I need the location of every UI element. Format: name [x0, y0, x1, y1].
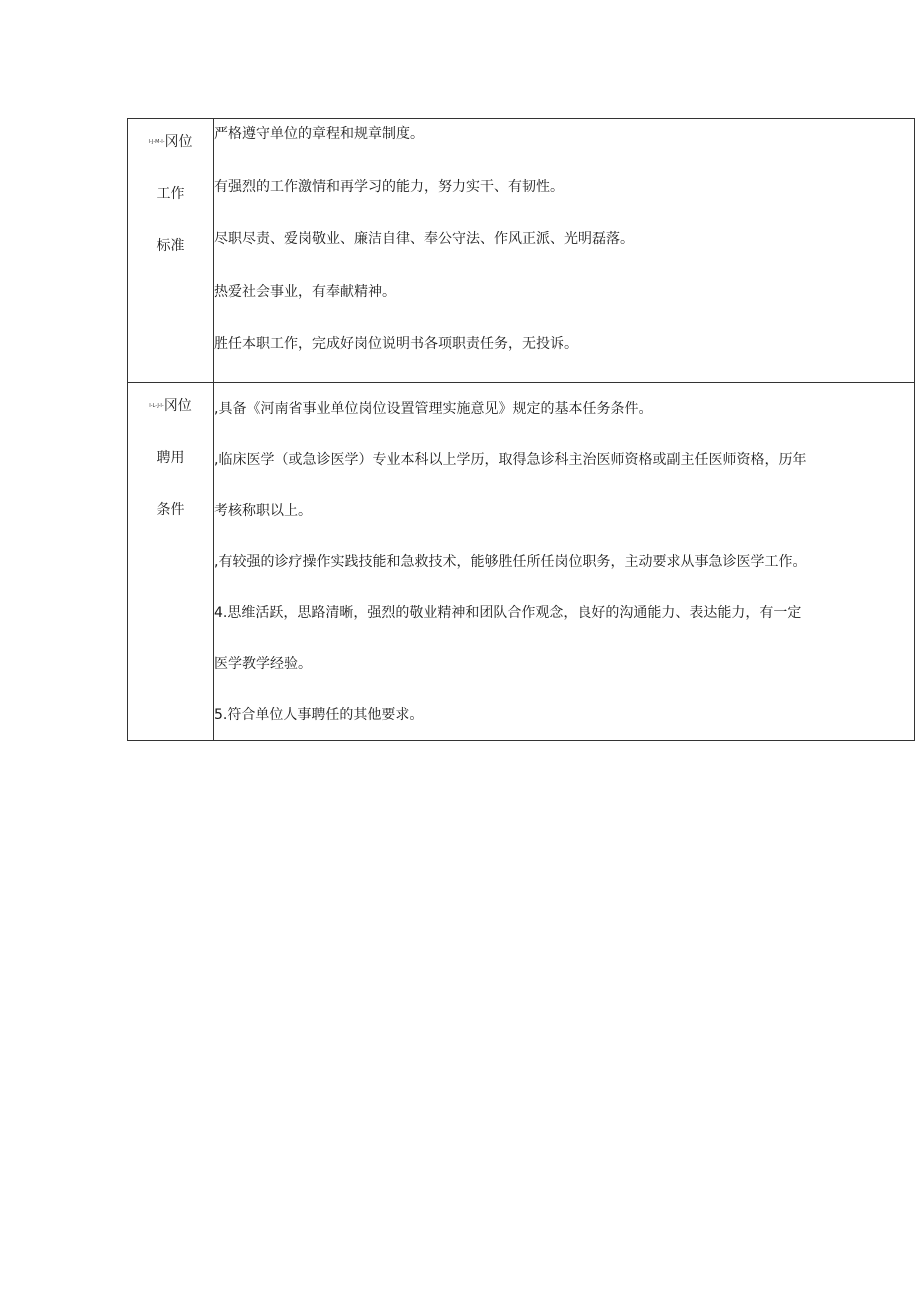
label-text: 冈位	[163, 397, 192, 414]
row-label-line	[128, 119, 213, 171]
content-line: 热爱社会事业，有奉献精神。	[214, 283, 396, 300]
row-label-line	[128, 383, 213, 435]
label-prefix: I-J-M-I-	[148, 139, 165, 145]
content-line: ,临床医学（或急诊医学）专业本科以上学历，取得急诊科主治医师资格或副主任医师资格，历年	[214, 451, 807, 468]
table-row	[128, 119, 915, 383]
row-label-cell	[128, 382, 214, 740]
content-line: ,有较强的诊疗操作实践技能和急救技术，能够胜任所任岗位职务，主动要求从事急诊医学工作。	[214, 553, 807, 570]
row-label-line: 工作	[156, 186, 185, 202]
content-line: 有强烈的工作激情和再学习的能力，努力实干、有韧性。	[214, 178, 564, 195]
row-label-line: 条件	[156, 501, 185, 518]
content-line: 胜任本职工作，完成好岗位说明书各项职责任务，无投诉。	[214, 336, 578, 352]
content-line: 5.符合单位人事聘任的其他要求。	[214, 706, 424, 723]
content-line: 医学教学经验。	[214, 655, 312, 672]
table-row	[128, 382, 915, 740]
row-content-cell	[214, 382, 915, 740]
label-prefix: I-L-J-I-	[149, 402, 164, 409]
label-text: 冈位	[164, 134, 193, 150]
row-content-cell	[214, 119, 915, 383]
content-line: 严格遵守单位的章程和规章制度。	[214, 126, 424, 142]
row-label-line: 聘用	[156, 449, 185, 466]
content-line: 考核称职以上。	[214, 502, 312, 519]
row-label-line: 标准	[156, 238, 185, 254]
content-line: 4.思维活跃，思路清晰，强烈的敬业精神和团队合作观念，良好的沟通能力、表达能力，有一定	[214, 604, 802, 621]
content-line: 尽职尽责、爱岗敬业、廉洁自律、奉公守法、作风正派、光明磊落。	[214, 231, 634, 247]
content-line: ,具备《河南省事业单位岗位设置管理实施意见》规定的基本任务条件。	[214, 400, 653, 417]
row-label-cell	[128, 119, 214, 383]
job-requirements-table	[127, 118, 915, 741]
